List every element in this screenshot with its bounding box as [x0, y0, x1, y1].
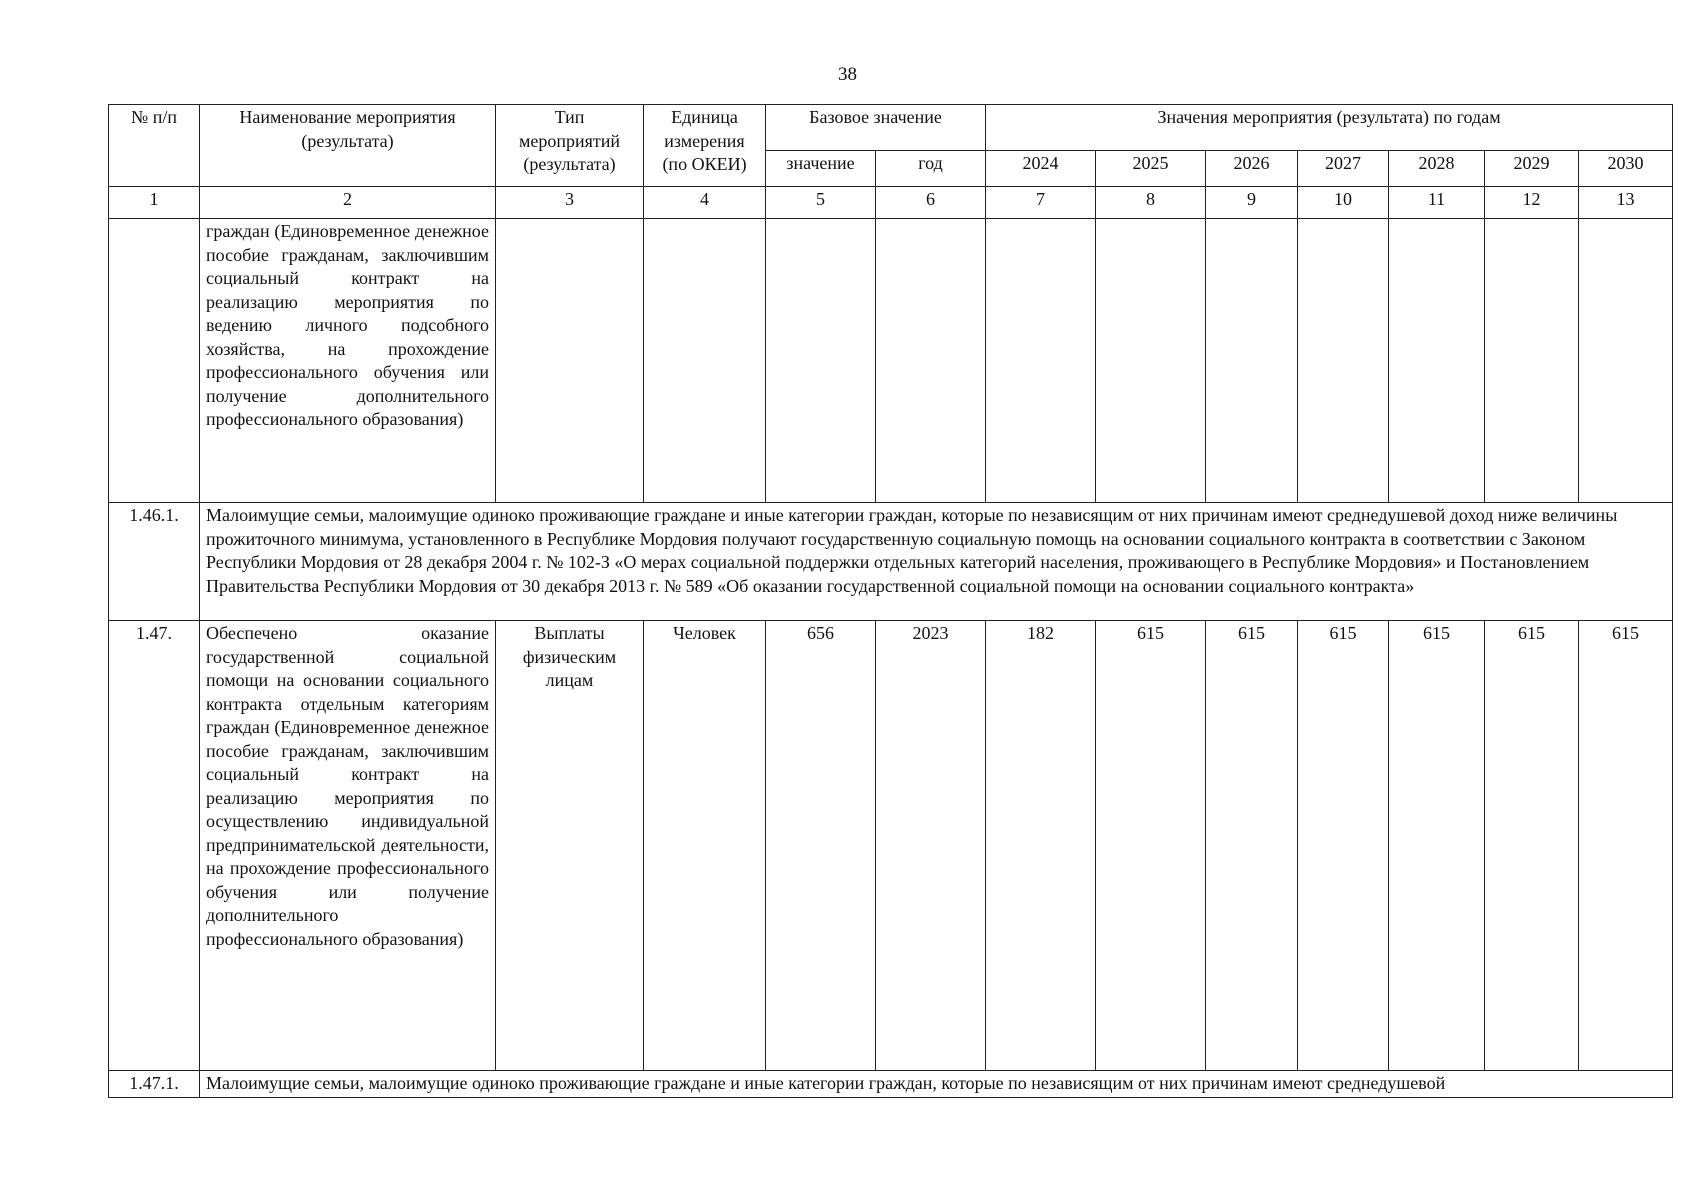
col-number: 6: [876, 187, 986, 219]
table-row-1-47: [109, 621, 1673, 1071]
cell-description: Малоимущие семьи, малоимущие одиноко проживающие граждане и иные категории граждан, которые по независящим от них причинам имеют среднедушевой доход ниже величины прожиточного минимума, установленного в Республике Мордовия получают государственную социальную помощь на основании социального контракта в соответствии с Законом Республики Мордовия от 28 декабря 2004 г. № 102-З «О мерах социальной поддержки отдельных категорий населения, проживающего в Республике Мордовия» и Постановлением Правительства Республики Мордовия от 30 декабря 2013 г. № 589 «Об оказании государственной социальной помощи на основании социального контракта»: [200, 503, 1673, 621]
cell-base-year: 2023: [876, 621, 986, 1071]
header-values-by-year: Значения мероприятия (результата) по годам: [986, 105, 1673, 151]
cell-value-2030: 615: [1579, 621, 1673, 1071]
cell-value-2027: 615: [1298, 621, 1389, 1071]
cell-value-2028: 615: [1389, 621, 1485, 1071]
header-base: Базовое значение: [766, 105, 986, 151]
cell-type: Выплаты физическим лицам: [496, 621, 644, 1071]
cell-value-2024: 182: [986, 621, 1096, 1071]
cell-empty: [644, 219, 766, 503]
header-type: Тип мероприятий (результата): [496, 105, 644, 187]
table-row-continuation: [109, 219, 1673, 503]
header-year-2025: 2025: [1096, 151, 1206, 187]
header-name: Наименование мероприятия (результата): [200, 105, 496, 187]
col-number: 5: [766, 187, 876, 219]
header-year-2029: 2029: [1485, 151, 1579, 187]
header-year-2027: 2027: [1298, 151, 1389, 187]
cell-value-2025: 615: [1096, 621, 1206, 1071]
header-row-1: [109, 105, 1673, 151]
cell-empty: [1298, 219, 1389, 503]
col-number: 3: [496, 187, 644, 219]
cell-empty: [986, 219, 1096, 503]
cell-empty: [1206, 219, 1298, 503]
col-number: 7: [986, 187, 1096, 219]
table-row-1-47-1: [109, 1071, 1673, 1098]
column-numbers-row: [109, 187, 1673, 219]
col-number: 9: [1206, 187, 1298, 219]
col-number: 4: [644, 187, 766, 219]
cell-num: 1.47.: [109, 621, 200, 1071]
col-number: 11: [1389, 187, 1485, 219]
cell-empty: [1389, 219, 1485, 503]
header-year-2026: 2026: [1206, 151, 1298, 187]
header-year-2024: 2024: [986, 151, 1096, 187]
col-number: 10: [1298, 187, 1389, 219]
cell-name: граждан (Единовременное денежное пособие гражданам, заключившим социальный контракт на реализацию мероприятия по ведению личного подсобного хозяйства, на прохождение профессионального обучения или получение дополнительного профессионального образования): [200, 219, 496, 503]
col-number: 2: [200, 187, 496, 219]
cell-unit: Человек: [644, 621, 766, 1071]
cell-name: Обеспечено оказание государственной социальной помощи на основании социального контракта отдельным категориям граждан (Единовременное денежное пособие гражданам, заключившим социальный контракт на реализацию мероприятия по осуществлению индивидуальной предпринимательской деятельности, на прохождение профессионального обучения или получение дополнительного профессионального образования): [200, 621, 496, 1071]
cell-empty: [496, 219, 644, 503]
header-year-2030: 2030: [1579, 151, 1673, 187]
cell-empty: [1485, 219, 1579, 503]
cell-description: Малоимущие семьи, малоимущие одиноко проживающие граждане и иные категории граждан, которые по независящим от них причинам имеют среднедушевой: [200, 1071, 1673, 1098]
col-number: 12: [1485, 187, 1579, 219]
cell-num: 1.47.1.: [109, 1071, 200, 1098]
cell-empty: [766, 219, 876, 503]
header-base-value: значение: [766, 151, 876, 187]
cell-base-value: 656: [766, 621, 876, 1071]
cell-empty: [1096, 219, 1206, 503]
table-row-1-46-1: [109, 503, 1673, 621]
measures-table: [108, 104, 1673, 1098]
cell-empty: [1579, 219, 1673, 503]
header-year-2028: 2028: [1389, 151, 1485, 187]
cell-empty: [876, 219, 986, 503]
col-number: 8: [1096, 187, 1206, 219]
cell-value-2029: 615: [1485, 621, 1579, 1071]
cell-num: 1.46.1.: [109, 503, 200, 621]
col-number: 13: [1579, 187, 1673, 219]
page-number: 38: [838, 64, 857, 85]
cell-num-empty: [109, 219, 200, 503]
cell-value-2026: 615: [1206, 621, 1298, 1071]
header-num: № п/п: [109, 105, 200, 187]
header-unit: Единица измерения (по ОКЕИ): [644, 105, 766, 187]
col-number: 1: [109, 187, 200, 219]
header-base-year: год: [876, 151, 986, 187]
